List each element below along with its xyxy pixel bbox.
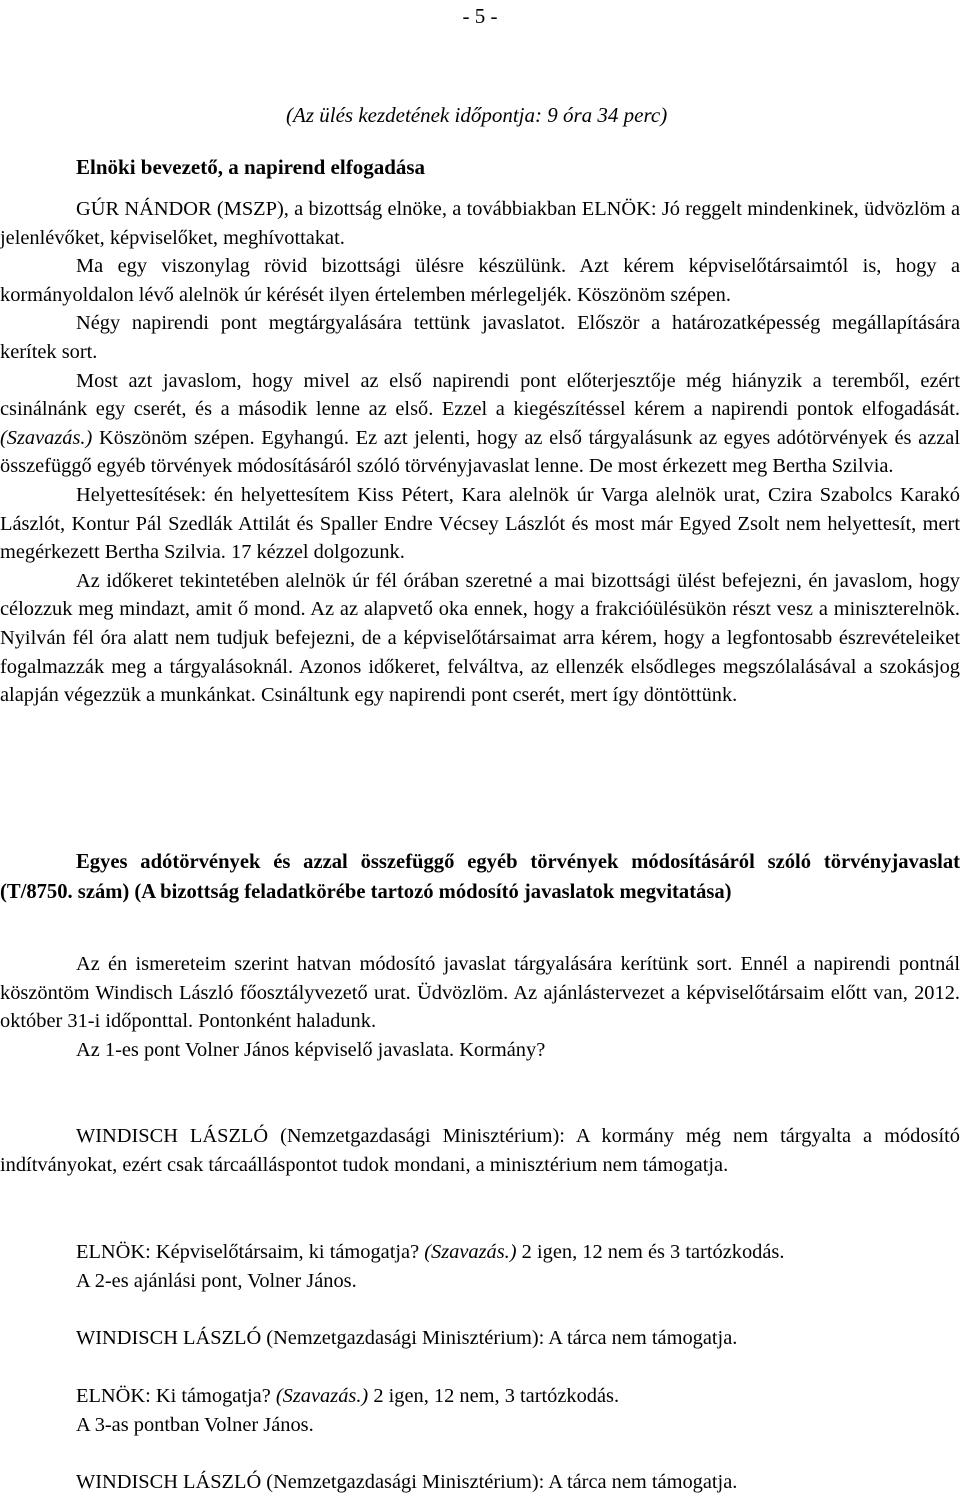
- paragraph: Az időkeret tekintetében alelnök úr fél órában szeretné a mai bizottsági ülést befejezni, én javaslom, hogy célozzuk meg mindazt, amit ő mond. Az az alapvető oka ennek, hogy a frakcióülésükön részt vesz a miniszterelnök. Nyilván fél óra alatt nem tudjuk befejezni, de a képviselőtársaimat arra kérem, hogy a legfontosabb észrevételeiket fogalmazzák meg a tárgyalásoknál. Azonos időkeret, felváltva, az ellenzék elsődleges megszólalásával a szokásjog alapján végezzük a munkánkat. Csináltunk egy napirendi pont cserét, mert így döntöttünk.: [0, 569, 960, 707]
- paragraph: WINDISCH LÁSZLÓ (Nemzetgazdasági Minisztérium): A tárca nem támogatja.: [76, 1471, 738, 1493]
- agenda-title-text: Egyes adótörvények és azzal összefüggő egyéb törvények módosításáról szóló törvényjavaslat (T/8750. szám) (A bizottság feladatkörébe tartozó módosító javaslatok megvitatása): [0, 851, 960, 903]
- paragraph: Az én ismereteim szerint hatvan módosító javaslat tárgyalására kerítünk sort. Ennél a napirendi pontnál köszöntöm Windisch László főosztályvezető urat. Üdvözlöm. Az ajánlástervezet a képviselőtársaim előtt van, 2012. október 31-i időponttal. Pontonként haladunk.: [0, 953, 960, 1033]
- paragraph: A 2-es ajánlási pont, Volner János.: [76, 1269, 357, 1292]
- paragraph: [0, 367, 960, 481]
- paragraph-text: Most azt javaslom, hogy mivel az első napirendi pont előterjesztője még hiányzik a teremből, ezért csinálnánk egy cserét, és a második lenne az első. Ezzel a kiegészítéssel kérem a napirendi pontok elfogadását.: [0, 369, 960, 421]
- paragraph-text: 2 igen, 12 nem és 3 tartózkodás.: [516, 1241, 785, 1263]
- agenda-block-6: [0, 1468, 960, 1497]
- vote-note: (Szavazás.): [275, 1385, 369, 1407]
- paragraph-text: ELNÖK: Képviselőtársaim, ki támogatja?: [76, 1241, 425, 1263]
- paragraph: WINDISCH LÁSZLÓ (Nemzetgazdasági Minisztérium): A kormány még nem tárgyalta a módosító indítványokat, ezért csak tárcaálláspontot tudok mondani, a minisztérium nem támogatja.: [0, 1125, 960, 1176]
- vote-note: (Szavazás.): [424, 1241, 517, 1263]
- paragraph: Ma egy viszonylag rövid bizottsági ülésre készülünk. Azt kérem képviselőtársaimtól is, hogy a kormányoldalon lévő alelnök úr kérését ilyen értelemben mérlegeljék. Köszönöm szépen.: [0, 255, 960, 306]
- paragraph: [0, 1238, 960, 1267]
- paragraph: A 3-as pontban Volner János.: [76, 1413, 314, 1436]
- session-start-note: (Az ülés kezdetének időpontja: 9 óra 34 perc): [286, 103, 668, 127]
- intro-block: [0, 195, 960, 710]
- paragraph-text: Köszönöm szépen. Egyhangú. Ez azt jelenti, hogy az első tárgyalásunk az egyes adótörvények és azzal összefüggő egyéb törvények módosításáról szóló törvényjavaslat lenne. De most érkezett meg Bertha Szilvia.: [0, 426, 960, 478]
- paragraph: Az 1-es pont Volner János képviselő javaslata. Kormány?: [76, 1038, 546, 1061]
- section-title: Elnöki bevezető, a napirend elfogadása: [76, 155, 426, 179]
- agenda-block-5: [0, 1382, 960, 1439]
- paragraph: WINDISCH LÁSZLÓ (Nemzetgazdasági Minisztérium): A tárca nem támogatja.: [76, 1327, 738, 1349]
- paragraph-text: ELNÖK: Ki támogatja?: [76, 1385, 276, 1407]
- vote-note: (Szavazás.): [0, 426, 93, 449]
- paragraph: [0, 1382, 960, 1411]
- paragraph-text: 2 igen, 12 nem, 3 tartózkodás.: [368, 1385, 620, 1407]
- paragraph: GÚR NÁNDOR (MSZP), a bizottság elnöke, a továbbiakban ELNÖK: Jó reggelt mindenkinek, üdvözlöm a jelenlévőket, képviselőket, meghívottakat.: [0, 198, 960, 249]
- agenda-title: [0, 848, 960, 907]
- paragraph: Négy napirendi pont megtárgyalására tettünk javaslatot. Először a határozatképesség megállapítására kerítek sort.: [0, 312, 960, 363]
- agenda-block-1: [0, 950, 960, 1064]
- agenda-block-4: [0, 1324, 960, 1353]
- agenda-block-2: [0, 1122, 960, 1179]
- agenda-block-3: [0, 1238, 960, 1295]
- page-number: - 5 -: [462, 4, 498, 28]
- paragraph: Helyettesítések: én helyettesítem Kiss Pétert, Kara alelnök úr Varga alelnök urat, Czira Szabolcs Karakó Lászlót, Kontur Pál Szedlák Attilát és Spaller Endre Vécsey Lászlót és most már Egyed Zsolt nem helyettesít, mert megérkezett Bertha Szilvia. 17 kézzel dolgozunk.: [0, 483, 960, 564]
